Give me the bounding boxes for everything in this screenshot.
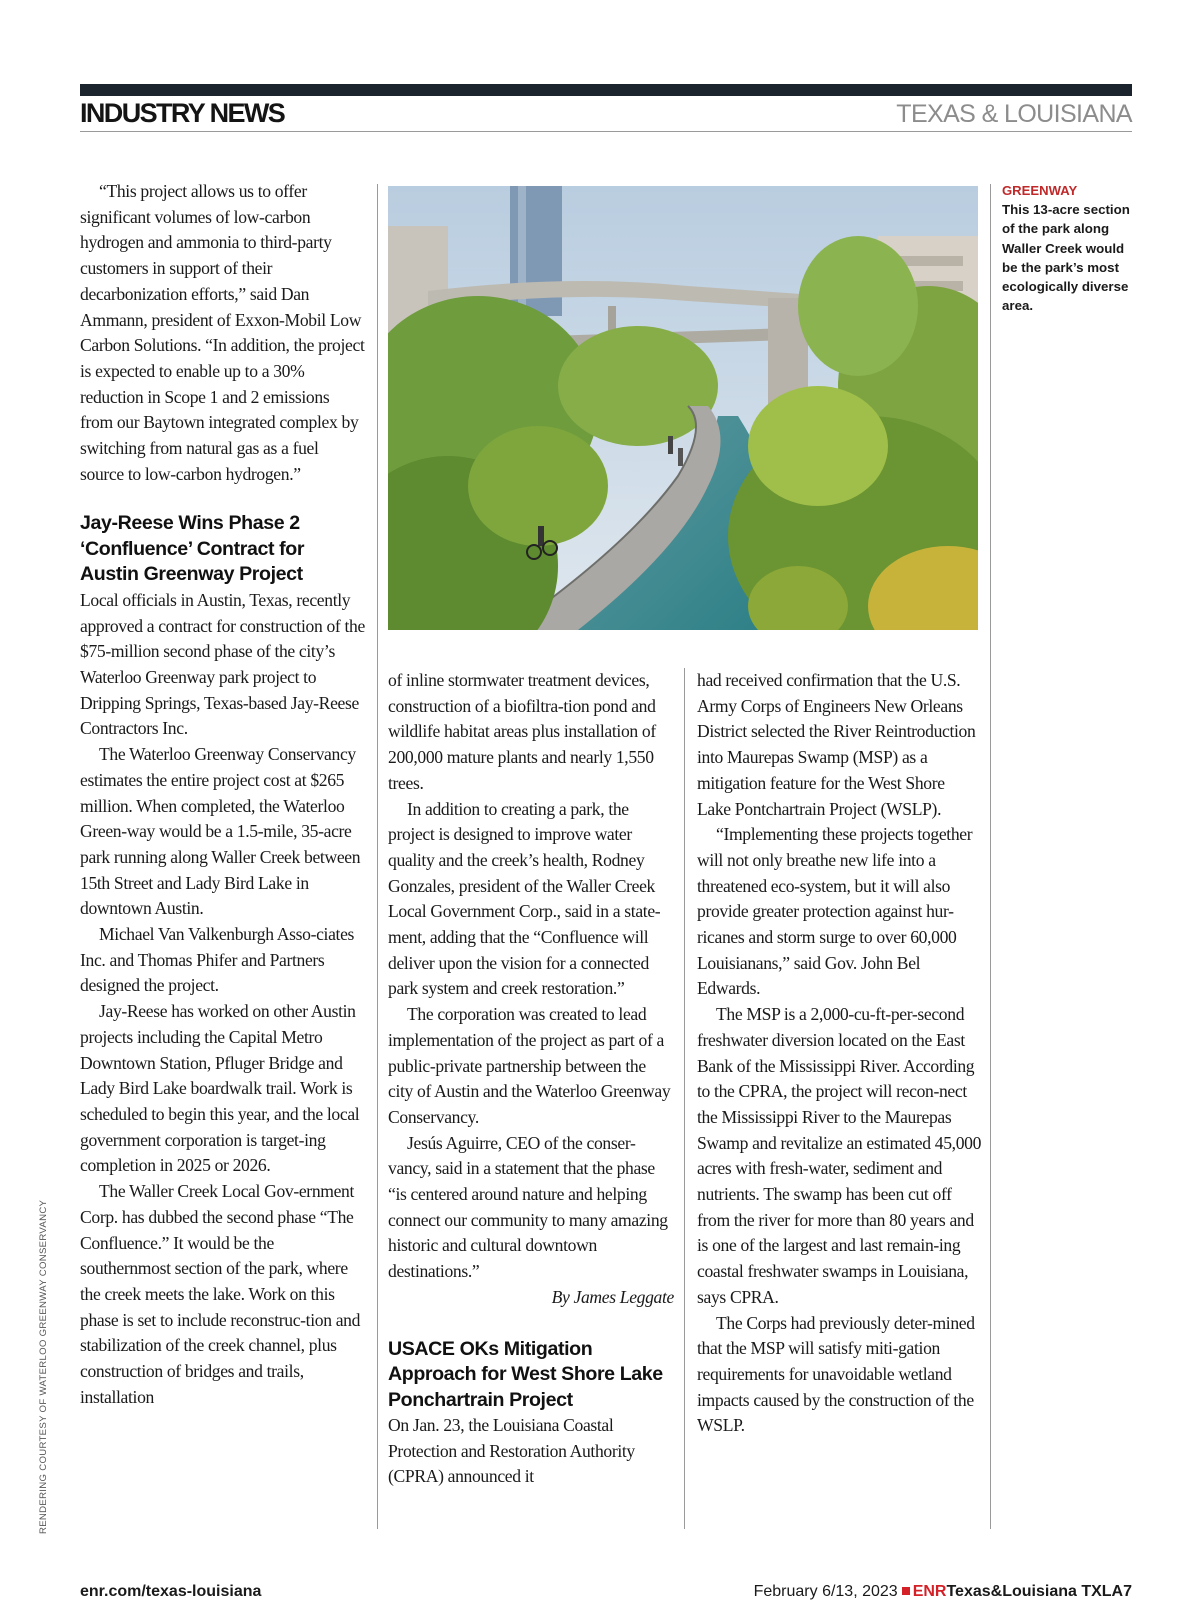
photo-credit: RENDERING COURTESY OF WATERLOO GREENWAY CONSERVANCY [38, 1199, 49, 1534]
byline: By James Leggate [551, 1286, 674, 1307]
column-3 [697, 668, 982, 1439]
header-rule [80, 131, 1132, 132]
exxon-quote: “This project allows us to offer significant volumes of low-carbon hydrogen and ammonia to third-party customers in support of their decarbonization efforts,” said Dan Ammann, president of Exxon-Mobil Low Carbon Solutions. “In addition, the project is expected to enable up to a 30% reduction in Scope 1 and 2 emissions from our Baytown integrated complex by switching from natural gas as a fuel source to low-carbon hydrogen.” [80, 181, 365, 484]
caption-text: This 13-acre section of the park along Waller Creek would be the park’s most ecologically diverse area. [1002, 202, 1130, 314]
jayreese-paragraph-5-cont: of inline stormwater treatment devices, construction of a biofiltra-tion pond and wildlife habitat areas plus installation of 200,000 mature plants and nearly 1,550 trees. [388, 670, 656, 793]
jayreese-paragraph-4: Jay-Reese has worked on other Austin projects including the Capital Metro Downtown Station, Pfluger Bridge and Lady Bird Lake boardwalk trail. Work is scheduled to begin this year, and the local government corporation is target-ing completion in 2025 or 2026. [80, 1001, 360, 1176]
red-square-icon [902, 1587, 910, 1595]
usace-paragraph-4: The Corps had previously deter-mined that the MSP will satisfy miti-gation requirements for unavoidable wetland impacts caused by the construction of the WSLP. [697, 1312, 975, 1436]
footer-url[interactable]: enr.com/texas-louisiana [80, 1583, 262, 1600]
footer-publication: Texas&Louisiana TXLA7 [946, 1583, 1132, 1600]
jayreese-paragraph-2: The Waterloo Greenway Conservancy estimates the entire project cost at $265 million. When completed, the Waterloo Green-way would be a 1.5-mile, 35-acre park running along Waller Creek between 15th Street and Lady Bird Lake in downtown Austin. [80, 744, 361, 919]
column-divider-2 [684, 668, 685, 1529]
greenway-rendering [388, 186, 978, 630]
jayreese-paragraph-8: Jesús Aguirre, CEO of the conser-vancy, said in a statement that the phase “is centered around nature and helping connect our community to many amazing historic and cultural downtown destinations.” [388, 1132, 668, 1282]
column-divider-3 [990, 184, 991, 1529]
usace-paragraph-1-cont: had received confirmation that the U.S. Army Corps of Engineers New Orleans District selected the River Reintroduction into Maurepas Swamp (MSP) as a mitigation feature for the West Shore Lake Pontchartrain Project (WSLP). [697, 670, 976, 819]
jayreese-paragraph-1: Local officials in Austin, Texas, recently approved a contract for construction of the $75-million second phase of the city’s Waterloo Greenway park project to Dripping Springs, Texas-based Jay-Reese Contractors Inc. [80, 589, 365, 739]
header-bar [80, 84, 1132, 96]
caption-tag: GREENWAY [1002, 183, 1078, 198]
footer-folio [754, 1583, 1132, 1600]
footer-brand: ENR [912, 1583, 947, 1600]
column-1 [80, 179, 366, 1410]
column-2 [388, 668, 674, 1490]
jayreese-paragraph-6: In addition to creating a park, the project is designed to improve water quality and the creek’s health, Rodney Gonzales, president of the Waller Creek Local Government Corp., said in a state-ment, adding that the “Confluence will deliver upon the vision for a connected park system and creek restoration.” [388, 798, 661, 999]
usace-paragraph-1: On Jan. 23, the Louisiana Coastal Protection and Restoration Authority (CPRA) announced it [388, 1415, 635, 1487]
jayreese-paragraph-5: The Waller Creek Local Gov-ernment Corp. has dubbed the second phase “The Confluence.” It would be the southernmost section of the park, where the creek meets the lake. Work on this phase is set to include reconstruc-tion and stabilization of the creek channel, plus construction of bridges and trails, installation [80, 1181, 361, 1407]
usace-headline: USACE OKs Mitigation Approach for West Shore Lake Ponchartrain Project [388, 1337, 663, 1411]
column-divider-1 [377, 184, 378, 1529]
usace-paragraph-2: “Implementing these projects together will not only breathe new life into a threatened eco-system, but it will also provide greater protection against hur-ricanes and storm surge to over 60,000 Louisianans,” said Gov. John Bel Edwards. [697, 824, 973, 999]
jayreese-paragraph-3: Michael Van Valkenburgh Asso-ciates Inc. and Thomas Phifer and Partners designed the project. [80, 924, 355, 996]
photo-caption [1002, 181, 1130, 315]
jayreese-headline: Jay-Reese Wins Phase 2 ‘Confluence’ Contract for Austin Greenway Project [80, 512, 305, 586]
usace-paragraph-3: The MSP is a 2,000-cu-ft-per-second freshwater diversion located on the East Bank of the Mississippi River. According to the CPRA, the project will recon-nect the Mississippi River to the Maurepas Swamp and revitalize an estimated 45,000 acres with fresh-water, sediment and nutrients. The swamp has been cut off from the river for more than 80 years and is one of the largest and last remain-ing coastal freshwater swamps in Louisiana, says CPRA. [697, 1004, 982, 1307]
footer-date: February 6/13, 2023 [753, 1583, 898, 1600]
section-label: INDUSTRY NEWS [80, 98, 285, 128]
jayreese-paragraph-7: The corporation was created to lead implementation of the project as part of a public-private partnership between the city of Austin and the Waterloo Greenway Conservancy. [388, 1004, 671, 1127]
region-label: TEXAS & LOUISIANA [896, 100, 1132, 128]
